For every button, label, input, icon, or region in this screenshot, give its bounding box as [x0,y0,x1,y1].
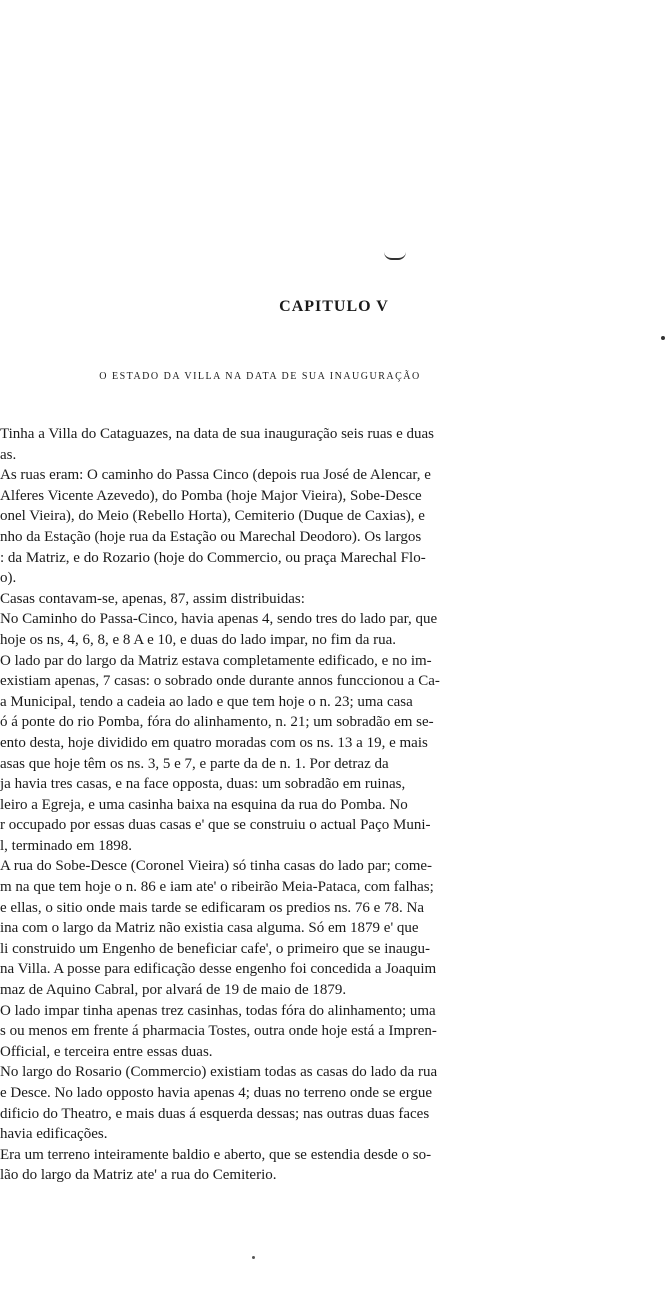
text-line: r occupado por essas duas casas e' que se construiu o actual Paço Muni- [0,817,431,834]
text-line: Era um terreno inteiramente baldio e aberto, que se estendia desde o so- [0,1146,432,1163]
body-text [0,424,560,1186]
text-line: As ruas eram: O caminho do Passa Cinco (depois rua José de Alencar, e [0,467,431,484]
text-line: Official, e terceira entre essas duas. [0,1043,213,1060]
text-line: existiam apenas, 7 casas: o sobrado onde durante annos funccionou a Ca- [0,673,440,690]
text-line: l, terminado em 1898. [0,837,133,854]
text-line: : da Matriz, e do Rozario (hoje do Commercio, ou praça Marechal Flo- [0,549,426,566]
text-line: hoje os ns, 4, 6, 8, e 8 A e 10, e duas do lado impar, no fim da rua. [0,631,396,648]
text-line: as. [0,446,17,463]
text-line: havia edificações. [0,1126,108,1143]
text-line: Tinha a Villa do Cataguazes, na data de sua inauguração seis ruas e duas [0,426,434,442]
text-line: Casas contavam-se, apenas, 87, assim distribuidas: [0,590,305,607]
text-line: s ou menos em frente á pharmacia Tostes, outra onde hoje está a Impren- [0,1023,437,1040]
text-line: nho da Estação (hoje rua da Estação ou Marechal Deodoro). Os largos [0,528,422,545]
text-line: leiro a Egreja, e uma casinha baixa na esquina da rua do Pomba. No [0,796,408,813]
ornament-mark [384,252,406,260]
text-line: e ellas, o sitio onde mais tarde se edificaram os predios ns. 76 e 78. Na [0,899,425,916]
text-line: O lado impar tinha apenas trez casinhas, todas fóra do alinhamento; uma [0,1002,436,1019]
margin-dot [661,336,665,340]
text-line: asas que hoje têm os ns. 3, 5 e 7, e parte da de n. 1. Por detraz da [0,755,389,772]
text-line: na Villa. A posse para edificação desse engenho foi concedida a Joaquim [0,961,437,978]
text-line: ento desta, hoje dividido em quatro moradas com os ns. 13 a 19, e mais [0,734,428,751]
text-line: O lado par do largo da Matriz estava completamente edificado, e no im- [0,652,432,669]
text-line: A rua do Sobe-Desce (Coronel Vieira) só tinha casas do lado par; come- [0,858,433,875]
text-line: Alferes Vicente Azevedo), do Pomba (hoje Major Vieira), Sobe-Desce [0,487,422,504]
chapter-title: CAPITULO V [279,298,389,315]
text-line: dificio do Theatro, e mais duas á esquerda dessas; nas outras duas faces [0,1105,430,1122]
page-speck [252,1256,255,1259]
text-line: ja havia tres casas, e na face opposta, duas: um sobradão em ruinas, [0,776,406,793]
text-line: maz de Aquino Cabral, por alvará de 19 de maio de 1879. [0,982,347,999]
text-line: onel Vieira), do Meio (Rebello Horta), Cemiterio (Duque de Caxias), e [0,508,425,525]
text-line: o). [0,570,17,587]
chapter-subtitle: O ESTADO DA VILLA NA DATA DE SUA INAUGURAÇÃO [99,371,421,382]
text-line: li construido um Engenho de beneficiar cafe', o primeiro que se inaugu- [0,940,431,957]
text-line: e Desce. No lado opposto havia apenas 4; duas no terreno onde se ergue [0,1085,433,1101]
text-line: a Municipal, tendo a cadeia ao lado e que tem hoje o n. 23; uma casa [0,693,413,710]
text-line: m na que tem hoje o n. 86 e iam ate' o ribeirão Meia-Pataca, com falhas; [0,879,434,896]
text-line: ó á ponte do rio Pomba, fóra do alinhamento, n. 21; um sobradão em se- [0,714,434,731]
text-line: No largo do Rosario (Commercio) existiam todas as casas do lado da rua [0,1064,438,1081]
text-line: lão do largo da Matriz ate' a rua do Cemiterio. [0,1167,277,1184]
text-line: No Caminho do Passa-Cinco, havia apenas 4, sendo tres do lado par, que [0,611,438,628]
text-line: ina com o largo da Matriz não existia casa alguma. Só em 1879 e' que [0,920,419,937]
